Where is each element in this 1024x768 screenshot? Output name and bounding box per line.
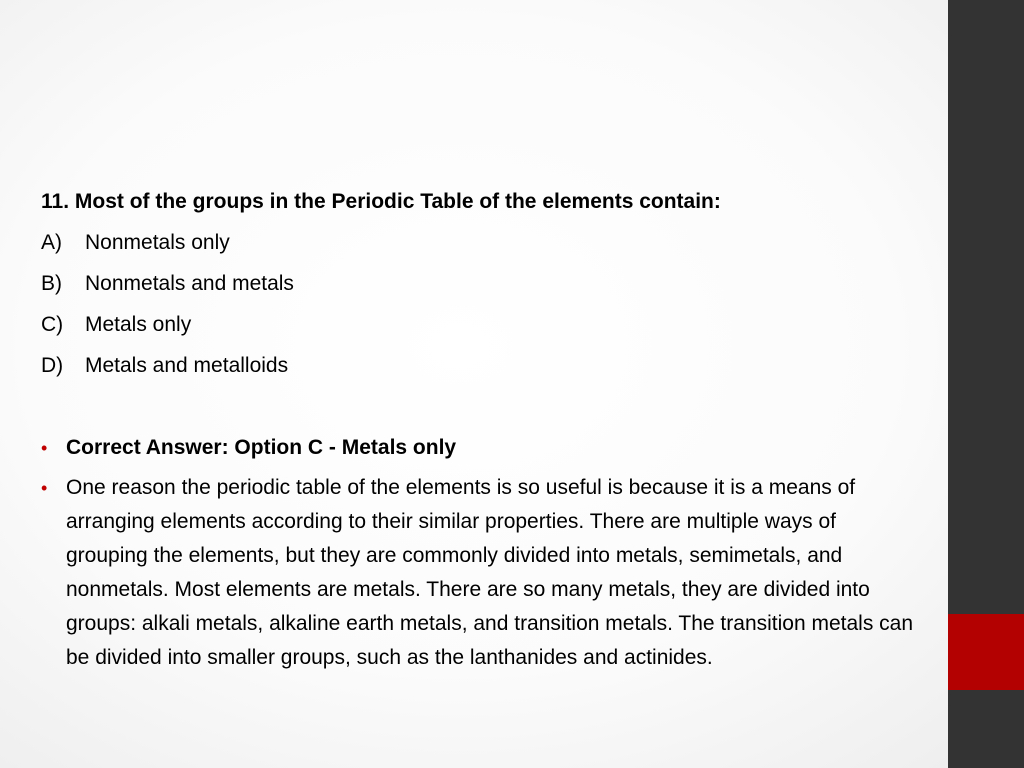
bullet-icon: • xyxy=(41,438,48,458)
option-text: Nonmetals and metals xyxy=(85,272,294,295)
explanation-text: One reason the periodic table of the elements is so useful is because it is a means of arranging elements according to their similar properties. There are multiple ways of grouping the elements, but they are commonly divided into metals, semimetals, and nonmetals. Most elements are metals. There are so many metals, they are divided into groups: alkali metals, alkaline earth metals, and transition metals. The transition metals can be divided into smaller groups, such as the lanthanides and actinides. xyxy=(66,476,914,669)
option-d xyxy=(41,351,294,392)
option-letter: B) xyxy=(41,272,62,295)
option-text: Metals only xyxy=(85,313,192,336)
option-letter: D) xyxy=(41,354,64,377)
explanation xyxy=(41,471,921,675)
decorative-sidebar xyxy=(948,0,1024,768)
bullet-icon: • xyxy=(41,478,48,498)
option-a xyxy=(41,228,294,269)
question-text: 11. Most of the groups in the Periodic Table of the elements contain: xyxy=(41,190,721,213)
option-c xyxy=(41,310,294,351)
answer-options xyxy=(41,228,294,392)
correct-answer xyxy=(41,433,921,463)
option-letter: C) xyxy=(41,313,64,336)
option-letter: A) xyxy=(41,231,62,254)
option-text: Metals and metalloids xyxy=(85,354,289,377)
correct-answer-text: Correct Answer: Option C - Metals only xyxy=(66,436,457,459)
answer-bullets xyxy=(41,433,921,675)
option-b xyxy=(41,269,294,310)
option-text: Nonmetals only xyxy=(85,231,230,254)
sidebar-accent-block xyxy=(948,614,1024,690)
